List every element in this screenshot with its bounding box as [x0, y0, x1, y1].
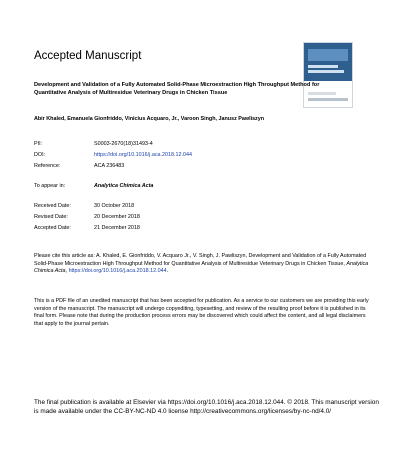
revised-label: Revised Date: — [34, 214, 68, 220]
doi-label: DOI: — [34, 152, 46, 158]
disclaimer-paragraph: This is a PDF file of an unedited manuscript that has been accepted for publication. As a service to our customers we are providing this early version of the manuscript. The manuscript will undergo copyediting, typesetting, and review of the resulting proof before it is published in its final form. Please note that during the production process errors may be discovered which could affect the content, and all legal disclaimers that apply to the journal pertain. — [34, 298, 369, 327]
citation-doi-link[interactable]: https://doi.org/10.1016/j.aca.2018.12.044 — [68, 268, 167, 275]
citation-paragraph — [34, 253, 370, 276]
reference-label: Reference: — [34, 163, 61, 169]
pii-label: PII: — [34, 141, 43, 147]
page-heading: Accepted Manuscript — [34, 50, 142, 62]
license-url[interactable]: http://creativecommons.org/licenses/by-nc-nd/4.0/ — [190, 408, 332, 415]
accepted-value: 21 December 2018 — [94, 225, 140, 231]
journal-cover-thumbnail — [303, 42, 353, 108]
article-authors: Abir Khaled, Emanuela Gionfriddo, Vinicius Acquaro, Jr., Varoon Singh, Janusz Pawliszyn — [34, 116, 265, 122]
citation-journal: Analytica Chimica Acta — [34, 260, 369, 275]
accepted-label: Accepted Date: — [34, 225, 71, 231]
appear-label: To appear in: — [34, 183, 66, 189]
citation-prefix: Please cite this article as: A. Khaled, E. Gionfriddo, V. Acquaro Jr., V. Singh, J. Pawliszyn, Development and Validation of a Fully Automated Solid-Phase Microextraction High Throughput Method for Quantitative Analysis of Multiresidue Veterinary Drugs in Chicken Tissue, — [34, 253, 367, 267]
citation-suffix: . — [166, 268, 169, 275]
journal-name: Analytica Chimica Acta — [94, 183, 154, 189]
doi-link[interactable]: https://doi.org/10.1016/j.aca.2018.12.044 — [94, 152, 193, 158]
citation-separator: , — [65, 268, 69, 275]
final-publication-text: The final publication is available at Elsevier via https://doi.org/10.1016/j.aca.2018.12.044. © 2018. This manuscript version is made available under the CC-BY-NC-ND 4.0 license — [34, 399, 379, 415]
received-value: 30 October 2018 — [94, 203, 135, 209]
pii-value: S0003-2670(18)31493-4 — [94, 141, 153, 147]
article-title: Development and Validation of a Fully Automated Solid-Phase Microextraction High Throughput Method for Quantitative Analysis of Multiresidue Veterinary Drugs in Chicken Tissue — [34, 82, 320, 96]
reference-value: ACA 236483 — [94, 163, 125, 169]
received-label: Received Date: — [34, 203, 71, 209]
revised-value: 20 December 2018 — [94, 214, 140, 220]
final-publication-notice — [34, 398, 384, 416]
